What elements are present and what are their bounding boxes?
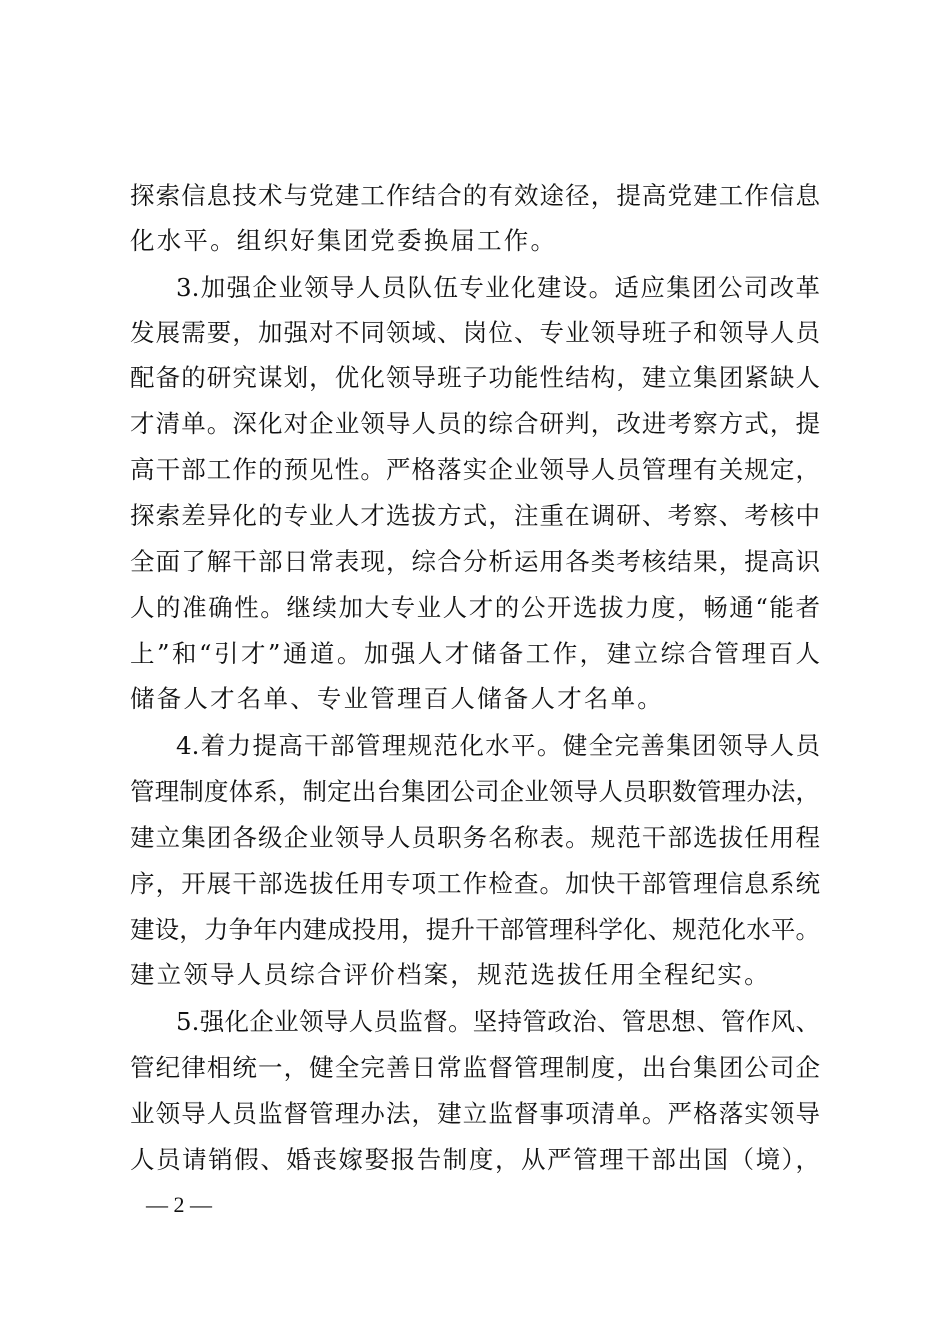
text-line-21: 业领导人员监督管理办法，建立监督事项清单。严格落实领导: [130, 1099, 820, 1128]
text-line-3: 3.加强企业领导人员队伍专业化建设。适应集团公司改革: [176, 273, 820, 302]
text-line-18: 建立领导人员综合评价档案，规范选拔任用全程纪实。: [130, 960, 771, 989]
page-number: — 2 —: [146, 1192, 212, 1217]
text-line-5: 配备的研究谋划，优化领导班子功能性结构，建立集团紧缺人: [130, 363, 820, 392]
text-line-12: 储备人才名单、专业管理百人储备人才名单。: [130, 684, 664, 713]
text-line-17: 建设，力争年内建成投用，提升干部管理科学化、规范化水平。: [130, 915, 820, 944]
text-line-14: 管理制度体系，制定出台集团公司企业领导人员职数管理办法，: [130, 777, 820, 806]
text-line-9: 全面了解干部日常表现，综合分析运用各类考核结果，提高识: [130, 547, 820, 576]
text-line-6: 才清单。深化对企业领导人员的综合研判，改进考察方式，提: [130, 409, 820, 438]
text-line-20: 管纪律相统一，健全完善日常监督管理制度，出台集团公司企: [130, 1053, 820, 1082]
text-line-4: 发展需要，加强对不同领域、岗位、专业领导班子和领导人员: [130, 318, 820, 347]
text-line-1: 探索信息技术与党建工作结合的有效途径，提高党建工作信息: [130, 181, 820, 210]
text-line-2: 化水平。组织好集团党委换届工作。: [130, 226, 558, 255]
text-line-15: 建立集团各级企业领导人员职务名称表。规范干部选拔任用程: [130, 823, 820, 852]
text-line-7: 高干部工作的预见性。严格落实企业领导人员管理有关规定，: [130, 455, 820, 484]
text-line-16: 序，开展干部选拔任用专项工作检查。加快干部管理信息系统: [130, 869, 820, 898]
text-line-13: 4.着力提高干部管理规范化水平。健全完善集团领导人员: [176, 731, 820, 760]
text-line-8: 探索差异化的专业人才选拔方式，注重在调研、考察、考核中: [130, 501, 820, 530]
text-line-10: 人的准确性。继续加大专业人才的公开选拔力度，畅通“能者: [130, 593, 820, 622]
text-line-11: 上”和“引才”通道。加强人才储备工作，建立综合管理百人: [130, 639, 820, 668]
text-line-22: 人员请销假、婚丧嫁娶报告制度，从严管理干部出国（境），: [130, 1145, 820, 1174]
text-line-19: 5.强化企业领导人员监督。坚持管政治、管思想、管作风、: [176, 1007, 820, 1036]
